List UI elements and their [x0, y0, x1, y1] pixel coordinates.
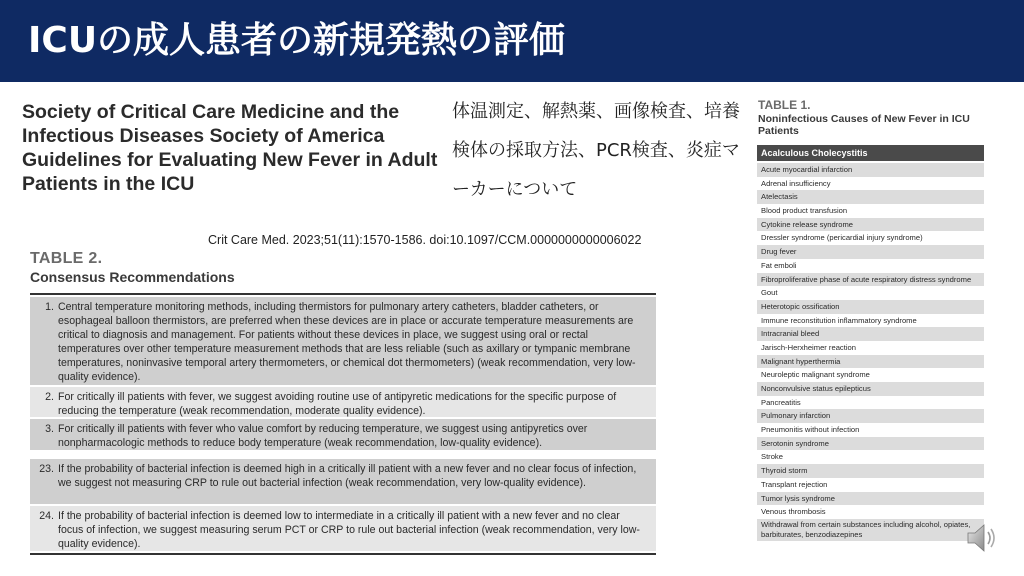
list-item: Venous thrombosis — [757, 505, 984, 519]
list-item: Jarisch-Herxheimer reaction — [757, 341, 984, 355]
table2-label: TABLE 2. — [30, 250, 103, 267]
list-item: Intracranial bleed — [757, 327, 984, 341]
paper-title: Society of Critical Care Medicine and the Infectious Diseases Society of America Guidelines for Evaluating New Fever in Adult Patients in the ICU — [22, 101, 438, 195]
japanese-note: 体温測定、解熱薬、画像検査、培養検体の採取方法、PCR検査、炎症マーカーについて — [452, 101, 740, 200]
table-row — [30, 459, 656, 504]
row-text: For critically ill patients with fever, we suggest avoiding routine use of antipyretic medications for the specific purpose of reducing the temperature (weak recommendation, moderate quality evidence). — [58, 391, 617, 417]
row-text: Central temperature monitoring methods, including thermistors for pulmonary artery catheters, bladder catheters, or esophageal balloon thermistors, are preferred when these devices are in place or accurate temperature measurements are critical to diagnosis and management. For patients without these devices in place, we suggest using oral or rectal temperatures over other temperature measurement methods that are less reliable (such as axillary or tympanic membrane temperatures, noninvasive temporal artery thermometers, or chemical dot thermometers) (weak recommendation, very low-quality evidence). — [58, 301, 636, 383]
row-text: For critically ill patients with fever who value comfort by reducing temperature, we suggest using antipyretics over nonpharmacologic methods to reduce body temperature (weak recommendation, low-quality evidence). — [58, 423, 588, 449]
list-item: Pancreatitis — [757, 396, 984, 410]
row-number: 1. — [45, 301, 54, 313]
table1-label: TABLE 1. — [758, 98, 811, 112]
list-item: Heterotopic ossification — [757, 300, 984, 314]
slide-header — [0, 0, 1024, 82]
list-item: Immune reconstitution inflammatory syndrome — [757, 314, 984, 328]
list-item: Drug fever — [757, 245, 984, 259]
list-item: Adrenal insufficiency — [757, 177, 984, 191]
list-item: Dressler syndrome (pericardial injury syndrome) — [757, 231, 984, 245]
table2-bottom-rule — [30, 553, 656, 555]
list-item: Blood product transfusion — [757, 204, 984, 218]
table2-top-rule — [30, 293, 656, 295]
slide-title: ICUの成人患者の新規発熱の評価 — [28, 20, 566, 61]
list-item: Fat emboli — [757, 259, 984, 273]
speaker-icon[interactable] — [962, 518, 1002, 558]
list-item: Nonconvulsive status epilepticus — [757, 382, 984, 396]
citation: Crit Care Med. 2023;51(11):1570-1586. doi:10.1097/CCM.0000000000006022 — [208, 233, 642, 247]
list-item: Tumor lysis syndrome — [757, 492, 984, 506]
table-row — [30, 387, 656, 417]
list-item: Cytokine release syndrome — [757, 218, 984, 232]
list-item: Pneumonitis without infection — [757, 423, 984, 437]
row-number: 2. — [45, 391, 54, 403]
list-item: Malignant hyperthermia — [757, 355, 984, 369]
list-item: Gout — [757, 286, 984, 300]
row-number: 3. — [45, 423, 54, 435]
row-number: 24. — [39, 510, 54, 522]
table-row — [30, 506, 656, 551]
list-item: Fibroproliferative phase of acute respiratory distress syndrome — [757, 273, 984, 287]
table1-caption: Noninfectious Causes of New Fever in ICU Patients — [758, 113, 970, 137]
list-item: Atelectasis — [757, 190, 984, 204]
table1-list — [757, 163, 984, 541]
list-item: Withdrawal from certain substances including alcohol, opiates, barbiturates, benzodiazepines — [757, 519, 984, 541]
row-number: 23. — [39, 463, 54, 475]
row-text: If the probability of bacterial infection is deemed low to intermediate in a critically ill patient with a new fever and no clear focus of infection, we suggest measuring serum PCT or CRP to rule out bacterial infection (weak recommendation, very low-quality evidence). — [58, 510, 640, 550]
table2-caption: Consensus Recommendations — [30, 269, 235, 285]
list-item: Transplant rejection — [757, 478, 984, 492]
list-item: Pulmonary infarction — [757, 409, 984, 423]
list-item: Neuroleptic malignant syndrome — [757, 368, 984, 382]
table-row — [30, 419, 656, 450]
row-text: If the probability of bacterial infection is deemed high in a critically ill patient with a new fever and no clear focus of infection, we suggest not measuring CRP to rule out bacterial infection (weak recommendation, very low-quality evidence). — [58, 463, 637, 489]
list-item: Acute myocardial infarction — [757, 163, 984, 177]
list-item: Stroke — [757, 450, 984, 464]
table-row — [30, 297, 656, 385]
table1-header-row: Acalculous Cholecystitis — [757, 145, 984, 161]
list-item: Serotonin syndrome — [757, 437, 984, 451]
list-item: Thyroid storm — [757, 464, 984, 478]
